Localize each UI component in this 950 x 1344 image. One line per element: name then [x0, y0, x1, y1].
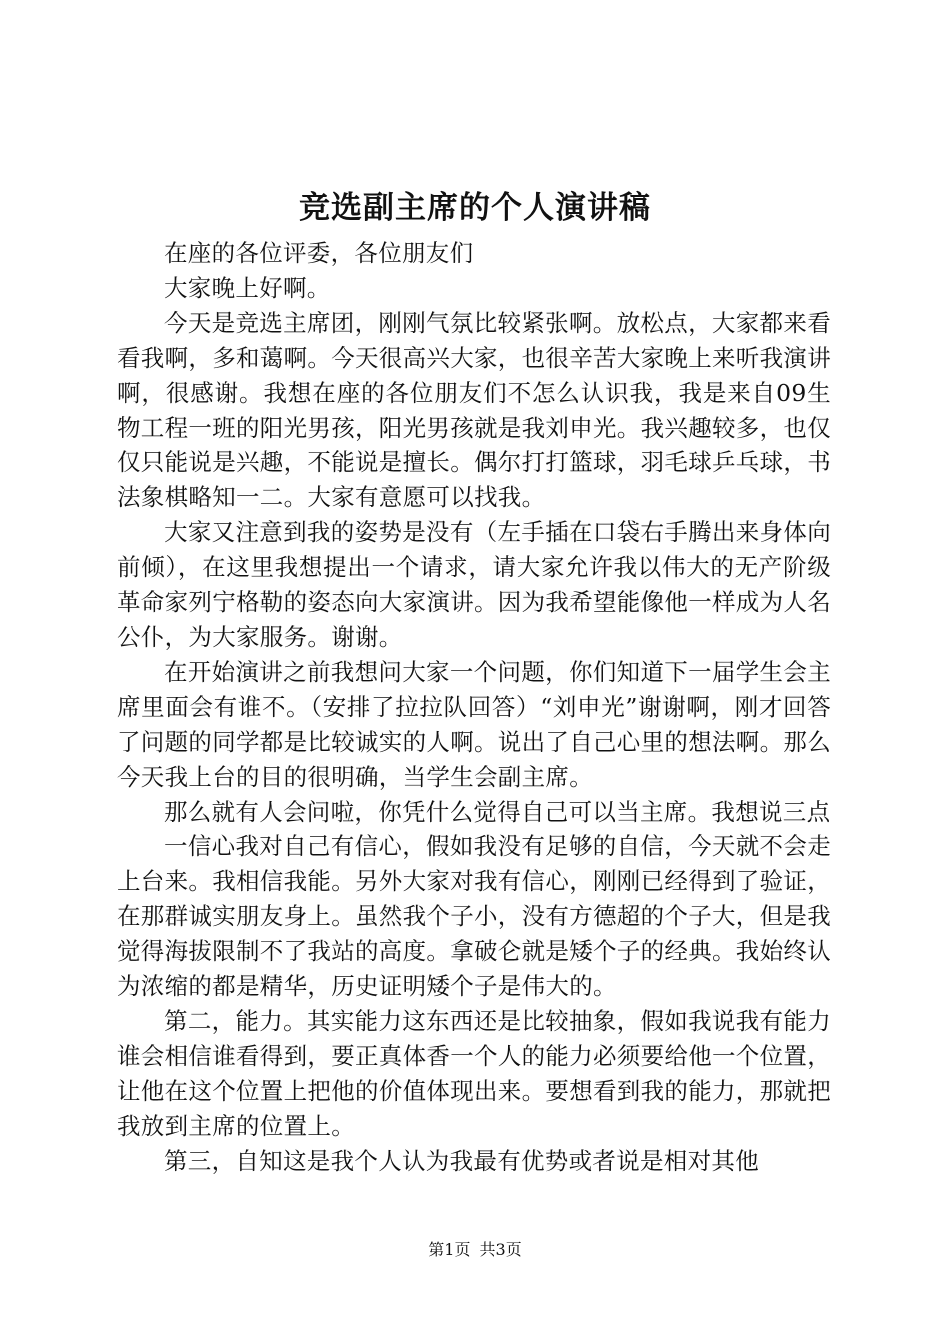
paragraph-posture-request: 大家又注意到我的姿势是没有（左手插在口袋右手腾出来身体向前倾），在这里我想提出一个请求，请大家允许我以伟大的无产阶级革命家列宁格勒的姿态向大家演讲。因为我希望能像他一样成为人名公仆，为大家服务。谢谢。	[117, 518, 831, 651]
paragraph-three-points: 那么就有人会问啦，你凭什么觉得自己可以当主席。我想说三点	[164, 797, 831, 826]
page-number: 第1页	[428, 1240, 471, 1259]
document-title: 竞选副主席的个人演讲稿	[299, 190, 651, 226]
paragraph-greeting-2: 大家晚上好啊。	[164, 273, 331, 302]
paragraph-self-awareness: 第三，自知这是我个人认为我最有优势或者说是相对其他	[164, 1146, 759, 1175]
document-body	[117, 236, 831, 1178]
paragraph-question: 在开始演讲之前我想问大家一个问题，你们知道下一届学生会主席里面会有谁不。（安排了拉拉队回答）“刘申光”谢谢啊，刚才回答了问题的同学都是比较诚实的人啊。说出了自己心里的想法啊。那么今天我上台的目的很明确，当学生会副主席。	[117, 657, 831, 791]
paragraph-ability: 第二，能力。其实能力这东西还是比较抽象，假如我说我有能力谁会相信谁看得到，要正真体香一个人的能力必须要给他一个位置，让他在这个位置上把他的价值体现出来。要想看到我的能力，那就把我放到主席的位置上。	[117, 1006, 831, 1140]
paragraph-greeting-1: 在座的各位评委，各位朋友们	[164, 239, 474, 267]
paragraph-introduction: 今天是竞选主席团，刚刚气氛比较紧张啊。放松点，大家都来看看我啊，多和蔼啊。今天很高兴大家，也很辛苦大家晚上来听我演讲啊，很感谢。我想在座的各位朋友们不怎么认识我，我是来自09生物工程一班的阳光男孩，阳光男孩就是我刘申光。我兴趣较多，也仅仅只能说是兴趣，不能说是擅长。偶尔打打篮球，羽毛球乒乓球，书法象棋略知一二。大家有意愿可以找我。	[117, 308, 831, 512]
paragraph-confidence: 一信心我对自己有信心，假如我没有足够的自信，今天就不会走上台来。我相信我能。另外大家对我有信心，刚刚已经得到了验证，在那群诚实朋友身上。虽然我个子小，没有方德超的个子大，但是我觉得海拔限制不了我站的高度。拿破仑就是矮个子的经典。我始终认为浓缩的都是精华，历史证明矮个子是伟大的。	[117, 832, 831, 1001]
page-total: 共3页	[479, 1240, 522, 1259]
page-footer	[0, 1239, 950, 1261]
